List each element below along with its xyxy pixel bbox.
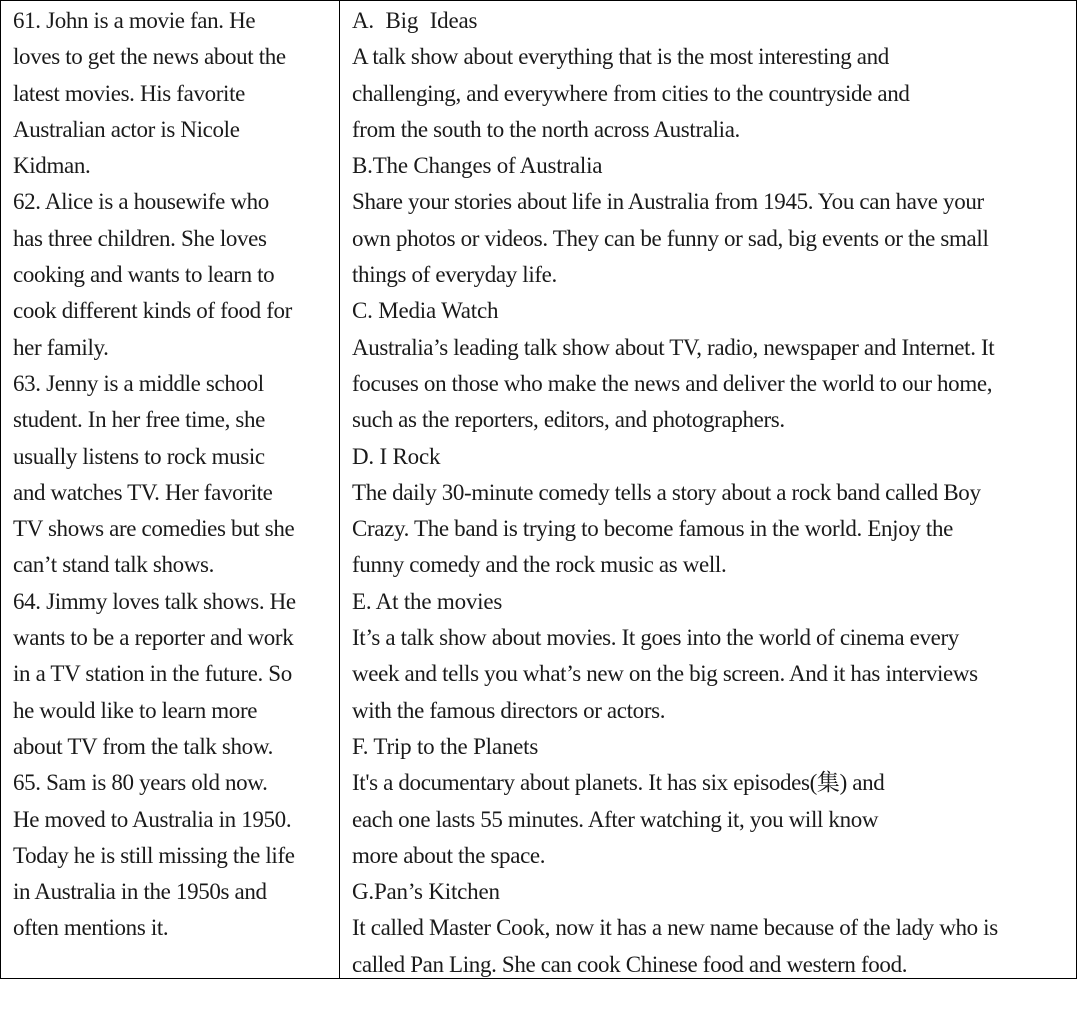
option-title: F. Trip to the Planets <box>352 733 539 759</box>
question-line: 64. Jimmy loves talk shows. He <box>13 588 296 614</box>
question-line: cook different kinds of food for <box>13 298 292 324</box>
options-column <box>340 1 1076 978</box>
option-title: G.Pan’s Kitchen <box>352 879 500 905</box>
question-line: student. In her free time, she <box>13 407 265 433</box>
option-description-line: The daily 30-minute comedy tells a story about a rock band called Boy <box>352 479 981 505</box>
option-description-line: each one lasts 55 minutes. After watching it, you will know <box>352 806 879 832</box>
option-description-line: It’s a talk show about movies. It goes into the world of cinema every <box>352 625 959 651</box>
question-line: Kidman. <box>13 153 91 179</box>
option-description-line: challenging, and everywhere from cities to the countryside and <box>352 80 910 106</box>
option-description-line: focuses on those who make the news and deliver the world to our home, <box>352 370 993 396</box>
option-description-line: such as the reporters, editors, and photographers. <box>352 407 785 433</box>
option-description-line: Crazy. The band is trying to become famous in the world. Enjoy the <box>352 516 953 542</box>
question-line: usually listens to rock music <box>13 443 265 469</box>
option-title: D. I Rock <box>352 443 441 469</box>
question-line: TV shows are comedies but she <box>13 516 295 542</box>
question-line: 61. John is a movie fan. He <box>13 8 256 33</box>
question-line: in a TV station in the future. So <box>13 661 292 687</box>
option-title: C. Media Watch <box>352 298 499 324</box>
option-description-line: Australia’s leading talk show about TV, radio, newspaper and Internet. It <box>352 334 995 360</box>
option-description-line: with the famous directors or actors. <box>352 697 666 723</box>
questions-column <box>1 1 340 978</box>
question-line: He moved to Australia in 1950. <box>13 806 292 832</box>
question-line: loves to get the news about the <box>13 44 286 70</box>
option-description-line: things of everyday life. <box>352 262 557 288</box>
option-description-line: own photos or videos. They can be funny or sad, big events or the small <box>352 225 989 251</box>
question-line: can’t stand talk shows. <box>13 552 215 578</box>
question-line: and watches TV. Her favorite <box>13 479 273 505</box>
option-description-line: week and tells you what’s new on the big screen. And it has interviews <box>352 661 978 687</box>
question-line: 62. Alice is a housewife who <box>13 189 269 215</box>
option-description-line: It's a documentary about planets. It has six episodes(集) and <box>352 770 885 796</box>
option-description-line: A talk show about everything that is the most interesting and <box>352 44 889 70</box>
question-line: in Australia in the 1950s and <box>13 879 267 905</box>
question-line: about TV from the talk show. <box>13 733 273 759</box>
option-description-line: more about the space. <box>352 842 546 868</box>
option-title: E. At the movies <box>352 588 503 614</box>
question-line: 63. Jenny is a middle school <box>13 370 264 396</box>
question-line: often mentions it. <box>13 915 169 941</box>
option-description-line: It called Master Cook, now it has a new name because of the lady who is <box>352 915 998 941</box>
question-line: has three children. She loves <box>13 225 267 251</box>
question-line: cooking and wants to learn to <box>13 262 275 288</box>
option-title: A. Big Ideas <box>352 8 478 33</box>
question-line: wants to be a reporter and work <box>13 625 294 651</box>
question-line: her family. <box>13 334 109 360</box>
option-description-line: called Pan Ling. She can cook Chinese food and western food. <box>352 951 908 977</box>
question-line: 65. Sam is 80 years old now. <box>13 770 268 796</box>
option-description-line: funny comedy and the rock music as well. <box>352 552 727 578</box>
question-line: Australian actor is Nicole <box>13 116 240 142</box>
question-line: Today he is still missing the life <box>13 842 295 868</box>
question-line: latest movies. His favorite <box>13 80 245 106</box>
option-description-line: from the south to the north across Australia. <box>352 116 740 142</box>
question-line: he would like to learn more <box>13 697 258 723</box>
option-description-line: Share your stories about life in Australia from 1945. You can have your <box>352 189 984 215</box>
option-title: B.The Changes of Australia <box>352 153 603 179</box>
